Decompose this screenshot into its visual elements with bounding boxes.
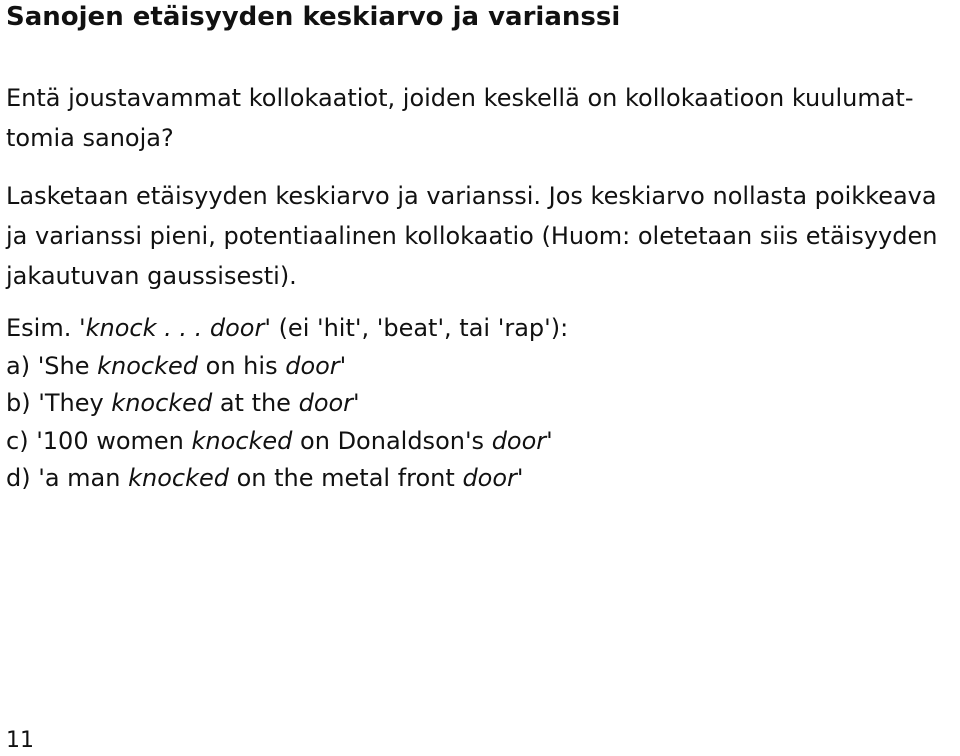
example-item-text: c) '100 women: [6, 426, 192, 455]
example-item-text: b) 'They: [6, 389, 112, 417]
page-number: 11: [6, 728, 34, 753]
paragraph-method-line-2: ja varianssi pieni, potentiaalinen kollokaatio (Huom: oletetaan siis etäisyyden: [6, 222, 938, 250]
example-intro-word-knock: knock: [85, 314, 157, 342]
example-item-d: [6, 460, 568, 498]
example-item-text: on his: [198, 351, 286, 380]
example-item-noun: door: [491, 426, 547, 455]
paragraph-intro: [6, 78, 956, 158]
example-item-text: a) 'She: [6, 351, 98, 380]
example-item-verb: knocked: [111, 389, 213, 417]
example-item-verb: knocked: [191, 426, 293, 455]
example-intro-suffix: ' (ei 'hit', 'beat', tai 'rap'):: [264, 314, 569, 342]
example-item-text: at the: [212, 389, 299, 417]
example-intro-prefix: Esim. ': [6, 314, 86, 342]
example-item-quote: ': [516, 464, 524, 492]
example-item-c: [6, 423, 568, 461]
example-item-noun: door: [462, 464, 517, 492]
paragraph-method: [6, 176, 956, 296]
example-list: [6, 310, 568, 498]
paragraph-intro-line-2: tomia sanoja?: [6, 124, 174, 152]
example-intro-ellipsis: . . .: [156, 314, 210, 342]
example-item-text: on Donaldson's: [292, 426, 492, 455]
example-item-quote: ': [353, 389, 360, 417]
slide-title: Sanojen etäisyyden keskiarvo ja varianssi: [6, 2, 621, 32]
example-item-verb: knocked: [128, 464, 229, 492]
example-intro: [6, 310, 568, 348]
example-item-quote: ': [546, 426, 553, 455]
paragraph-method-line-1: Lasketaan etäisyyden keskiarvo ja varianssi. Jos keskiarvo nollasta poikkeava: [6, 182, 937, 210]
example-item-verb: knocked: [97, 351, 199, 380]
example-item-text: d) 'a man: [6, 464, 129, 492]
example-item-text: on the metal front: [228, 464, 463, 492]
example-intro-word-door: door: [209, 314, 265, 342]
example-item-noun: door: [298, 389, 354, 417]
example-item-quote: ': [339, 351, 347, 380]
example-item-b: [6, 385, 568, 423]
paragraph-intro-line-1: Entä joustavammat kollokaatiot, joiden keskellä on kollokaatioon kuulumat-: [6, 84, 914, 112]
example-item-noun: door: [285, 351, 340, 380]
example-item-a: [6, 348, 568, 386]
paragraph-method-line-3: jakautuvan gaussisesti).: [6, 262, 297, 290]
